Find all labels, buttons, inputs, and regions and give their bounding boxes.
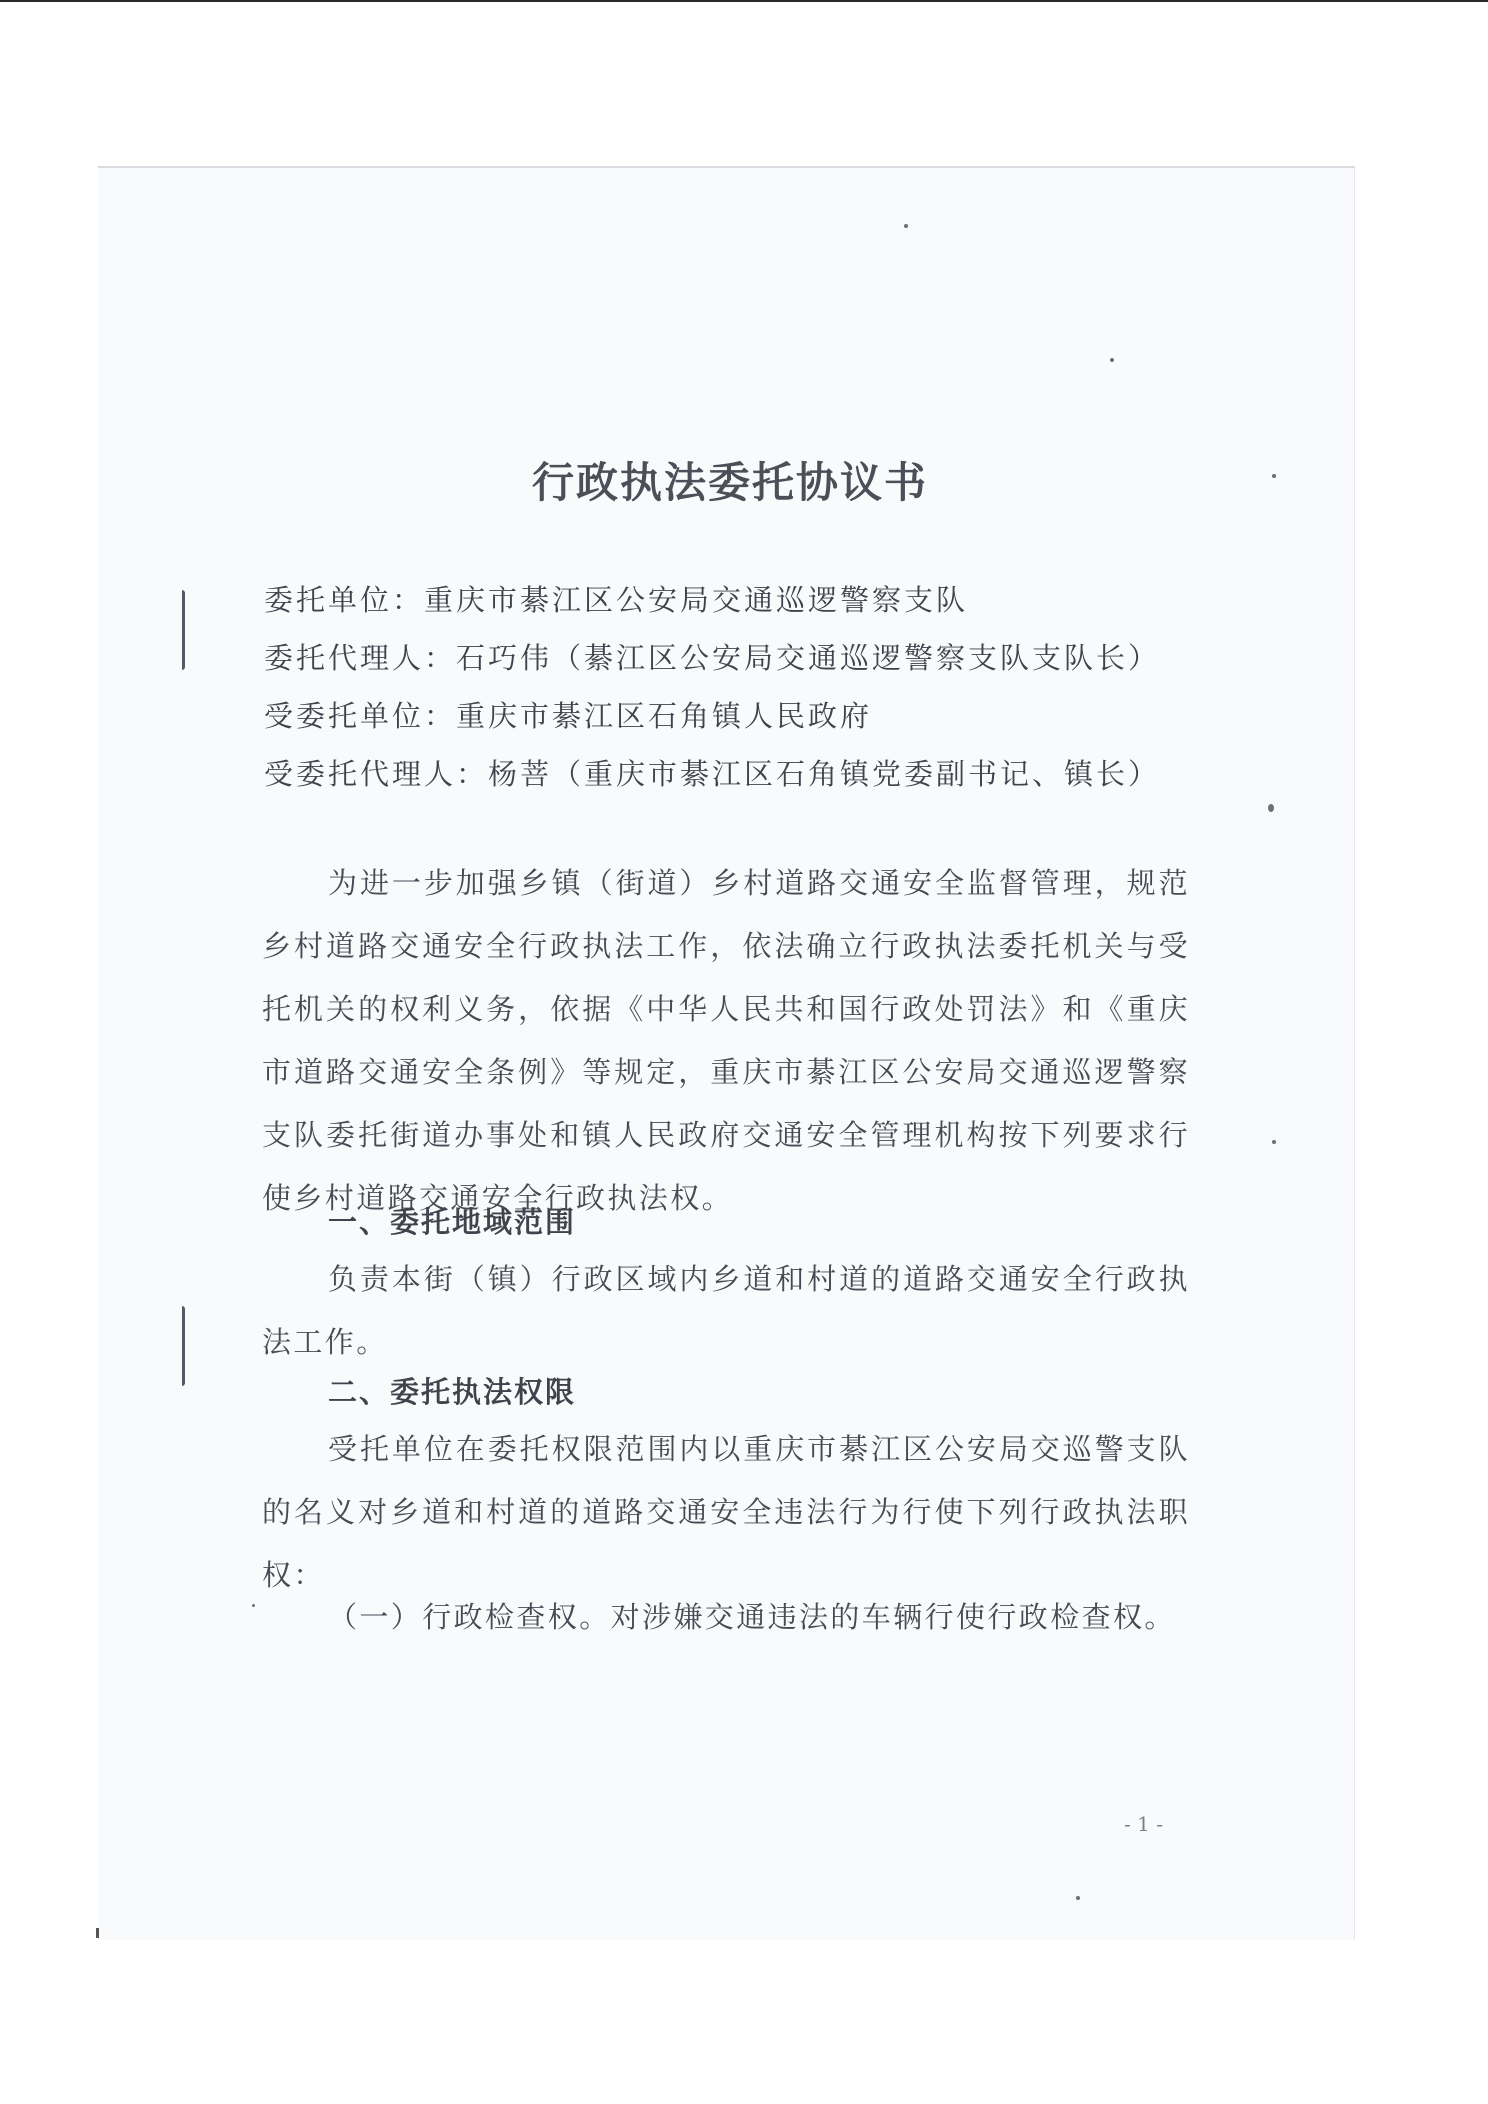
item-1-text: （一）行政检查权。对涉嫌交通违法的车辆行使行政检查权。 [328,1600,1176,1634]
scan-speck [1110,358,1114,362]
scan-speck [252,1604,255,1607]
scan-edge [0,0,1488,2]
scan-mark [96,1928,99,1938]
entrusted-unit: 受委托单位：重庆市綦江区石角镇人民政府 [264,699,873,733]
section-2-paragraph [262,1418,1190,1607]
binding-bracket [176,590,185,670]
intro-text: 为进一步加强乡镇（街道）乡村道路交通安全监督管理，规范乡村道路交通安全行政执法工作，依法确立行政执法委托机关与受托机关的权利义务，依据《中华人民共和国行政处罚法》和《重庆市道路交通安全条例》等规定，重庆市綦江区公安局交通巡逻警察支队委托街道办事处和镇人民政府交通安全管理机构按下列要求行使乡村道路交通安全行政执法权。 [262,866,1190,1215]
scan-speck [1272,1140,1276,1144]
item-1-paragraph [262,1586,1190,1649]
section-2-heading: 二、委托执法权限 [328,1375,577,1409]
section-1-heading: 一、委托地域范围 [328,1205,577,1239]
binding-bracket [176,1306,185,1386]
scan-speck [904,224,908,228]
page-number: - 1 - [1124,1812,1163,1836]
section-1-text: 负责本街（镇）行政区域内乡道和村道的道路交通安全行政执法工作。 [262,1262,1190,1359]
principal-agent: 委托代理人：石巧伟（綦江区公安局交通巡逻警察支队支队长） [264,641,1161,675]
document-title: 行政执法委托协议书 [531,458,928,507]
section-2-text: 受托单位在委托权限范围内以重庆市綦江区公安局交巡警支队的名义对乡道和村道的道路交通安全违法行为行使下列行政执法职权： [262,1432,1190,1592]
section-1-paragraph [262,1248,1190,1374]
intro-paragraph [262,852,1190,1230]
principal-unit: 委托单位：重庆市綦江区公安局交通巡逻警察支队 [264,583,969,617]
scan-speck [1076,1896,1080,1900]
scan-speck [1268,804,1274,812]
scan-speck [1272,474,1276,478]
entrusted-agent: 受委托代理人：杨菩（重庆市綦江区石角镇党委副书记、镇长） [264,757,1161,791]
